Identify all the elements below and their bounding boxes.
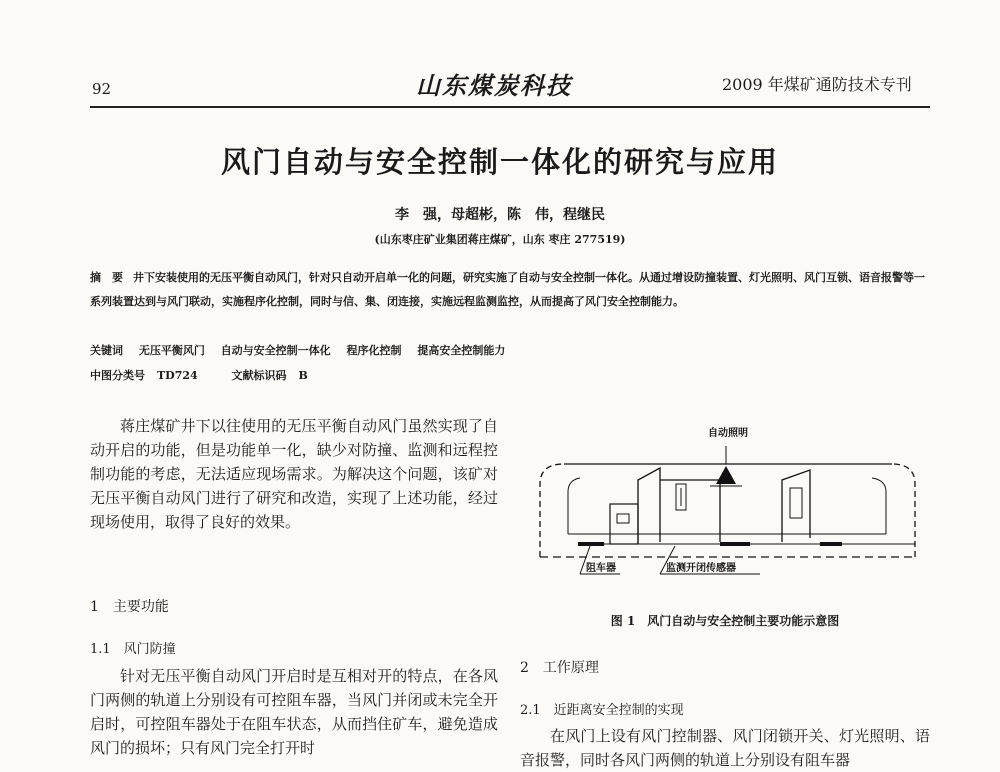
keyword: 提高安全控制能力 bbox=[417, 344, 506, 357]
rail-stopper-left bbox=[578, 542, 604, 546]
authors: 李 强，母超彬，陈 伟，程继民 bbox=[395, 207, 605, 223]
rail-stopper-mid bbox=[720, 542, 750, 546]
label-stopper: 阻车器 bbox=[586, 563, 616, 574]
keywords-label: 关键词 bbox=[90, 344, 123, 357]
section-2-1-heading: 2.1 近距离安全控制的实现 bbox=[520, 703, 684, 718]
section-1-heading: 1 主要功能 bbox=[90, 599, 169, 615]
abstract-text: 井下安装使用的无压平衡自动风门，针对只自动开启单一化的问题，研究实施了自动与安全控制一体化。从通过增设防撞装置、灯光照明、风门互锁、语音报警等一系列装置达到与风门联动，实施程序化控制，同时与信、集、闭连接，实施远程监测监控，从而提高了风门安全控制能力。 bbox=[90, 271, 925, 308]
door-frame-1 bbox=[638, 468, 660, 544]
abstract-label: 摘 要 bbox=[90, 271, 123, 284]
label-sensor: 监测开闭传感器 bbox=[666, 563, 736, 574]
classification-line bbox=[90, 367, 320, 383]
intro-paragraph: 蒋庄煤矿井下以往使用的无压平衡自动风门虽然实现了自动开启的功能，但是功能单一化，缺少对防撞、监测和远程控制功能的考虑，无法适应现场需求。为解决这个问题，该矿对无压平衡自动风门进行了研究和改造，实现了上述功能，经过现场使用，取得了良好的效果。 bbox=[90, 417, 498, 531]
door-frame-2 bbox=[660, 480, 720, 542]
issue-label: 2009 年煤矿通防技术专刊 bbox=[722, 75, 912, 94]
affiliation: (山东枣庄矿业集团蒋庄煤矿，山东 枣庄 277519) bbox=[374, 233, 626, 246]
figure-caption: 图 1 风门自动与安全控制主要功能示意图 bbox=[610, 614, 840, 628]
label-auto-light: 自动照明 bbox=[708, 428, 748, 439]
intro-column bbox=[90, 414, 498, 534]
tunnel-inner-right bbox=[872, 478, 886, 534]
journal-name: 山东煤炭科技 bbox=[416, 71, 572, 100]
keywords bbox=[90, 342, 930, 358]
door-panel-left bbox=[610, 504, 638, 544]
clc-label: 中图分类号 bbox=[90, 369, 145, 382]
section-1-1-heading: 1.1 风门防撞 bbox=[90, 642, 176, 657]
keyword: 自动与安全控制一体化 bbox=[220, 344, 331, 357]
tunnel-left-arch bbox=[540, 464, 564, 557]
header-rule bbox=[90, 106, 930, 108]
tunnel-inner-left bbox=[568, 478, 580, 534]
clc-value: TD724 bbox=[157, 369, 198, 382]
paper-title: 风门自动与安全控制一体化的研究与应用 bbox=[220, 145, 779, 179]
controller-box bbox=[617, 514, 629, 523]
door-frame-3 bbox=[782, 470, 810, 542]
section-1-1-body bbox=[90, 664, 498, 760]
doc-label: 文献标识码 bbox=[231, 369, 287, 382]
figure-1-diagram bbox=[520, 422, 930, 592]
page-number: 92 bbox=[92, 80, 112, 98]
section-2-heading: 2 工作原理 bbox=[520, 660, 599, 676]
section-2-1-body bbox=[520, 724, 930, 772]
section-1-1-text: 针对无压平衡自动风门开启时是互相对开的特点，在各风门两侧的轨道上分别设有可控阻车器，当风门并闭或未完全开启时，可控阻车器处于在阻车状态，从而挡住矿车，避免造成风门的损坏；只有风门完全打开时 bbox=[90, 667, 498, 757]
lamp-icon bbox=[716, 466, 736, 484]
section-2-1-text: 在风门上设有风门控制器、风门闭锁开关、灯光照明、语音报警，同时各风门两侧的轨道上分别设有阻车器 bbox=[520, 727, 930, 769]
doc-value: B bbox=[298, 369, 308, 382]
tunnel-right-arch bbox=[892, 464, 915, 557]
door-switch-right bbox=[790, 488, 802, 518]
keyword: 无压平衡风门 bbox=[138, 344, 205, 357]
abstract bbox=[90, 266, 930, 314]
keyword: 程序化控制 bbox=[346, 344, 402, 357]
rail-stopper-right bbox=[820, 542, 842, 546]
